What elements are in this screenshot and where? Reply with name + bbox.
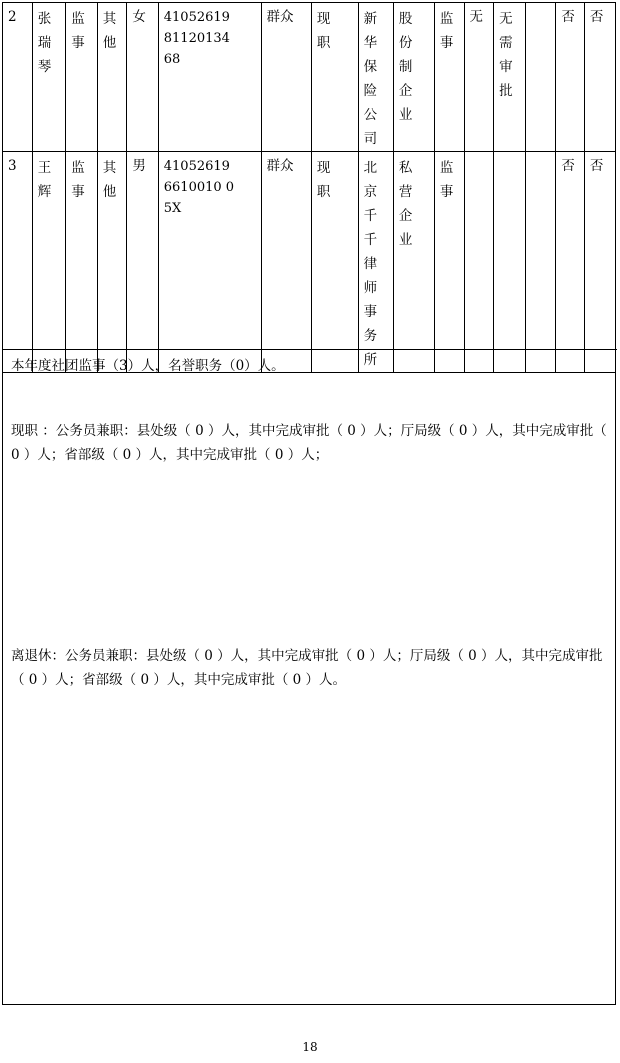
member-official-rank: 无 <box>464 3 494 152</box>
form-frame <box>2 2 616 1005</box>
member-job-status: 现职 <box>316 11 331 51</box>
row-index: 3 <box>3 152 32 373</box>
supervisor-table <box>3 3 615 373</box>
member-official-rank <box>464 152 494 373</box>
summary-section <box>3 349 617 688</box>
member-political-status: 群众 <box>261 3 311 152</box>
member-name: 王辉 <box>37 160 52 200</box>
member-id-number: 410526198112013468 <box>163 10 230 67</box>
member-position: 监事 <box>439 160 454 200</box>
supervisor-count-text: 本年度社团监事（3）人，名誉职务（0）人。 <box>11 358 285 374</box>
page-number: 18 <box>302 1040 318 1054</box>
member-blank-cell <box>525 152 556 373</box>
member-employer: 北京千千律师事务所 <box>363 160 378 368</box>
member-job-status: 现职 <box>316 160 331 200</box>
member-category: 其他 <box>102 160 117 200</box>
member-political-status: 群众 <box>261 152 311 373</box>
member-employer-type: 股份制企业 <box>398 11 413 123</box>
member-employer-type: 私营企业 <box>398 160 413 248</box>
table-row <box>3 152 615 373</box>
member-name: 张瑞琴 <box>37 11 52 75</box>
member-role: 监事 <box>71 160 85 200</box>
member-gender: 男 <box>127 152 158 373</box>
member-flag-1: 否 <box>556 152 585 373</box>
member-category: 其他 <box>102 11 117 51</box>
member-id-number: 410526196610010 05X <box>163 159 235 216</box>
member-flag-2: 否 <box>584 152 615 373</box>
current-officials-text: 现职 ：公务员兼职：县处级（ 0 ）人，其中完成审批（ 0 ）人；厅局级（ 0 ）人，其中完成审批（ 0 ）人；省部级（ 0 ）人，其中完成审批（ 0 ）人； <box>11 423 607 463</box>
member-role: 监事 <box>71 11 85 51</box>
retired-officials-text: 离退休：公务员兼职：县处级（ 0 ）人，其中完成审批（ 0 ）人；厅局级（ 0 ）人，其中完成审批（ 0 ）人；省部级（ 0 ）人，其中完成审批（ 0 ）人。 <box>11 648 603 688</box>
member-position: 监事 <box>439 11 454 51</box>
member-blank-cell <box>525 3 556 152</box>
member-flag-2: 否 <box>584 3 615 152</box>
member-flag-1: 否 <box>556 3 585 152</box>
table-row <box>3 3 615 152</box>
member-gender: 女 <box>127 3 158 152</box>
member-employer: 新华保险公司 <box>363 11 378 147</box>
member-approval: 无需审批 <box>499 11 513 99</box>
row-index: 2 <box>3 3 32 152</box>
